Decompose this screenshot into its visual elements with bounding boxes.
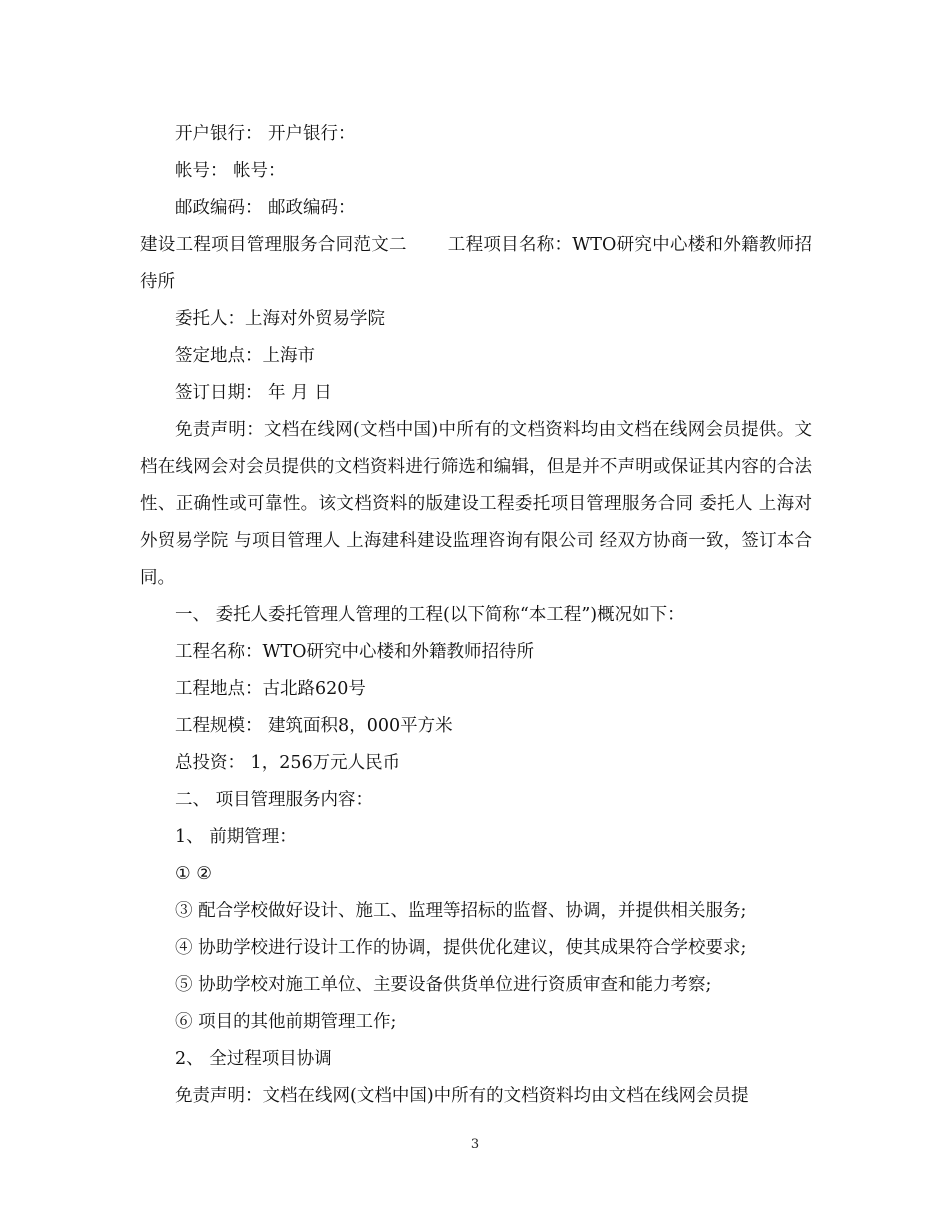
document-body	[140, 116, 812, 1115]
paragraph-item-4: ④ 协助学校进行设计工作的协调，提供优化建议，使其成果符合学校要求;	[175, 938, 747, 958]
page-number: 3	[470, 1137, 480, 1152]
paragraph-disclaimer-repeat: 免责声明：文档在线网(文档中国)中所有的文档资料均由文档在线网会员提	[175, 1086, 749, 1106]
paragraph-item-6: ⑥ 项目的其他前期管理工作;	[175, 1012, 397, 1032]
paragraph-preliminary-management: 1、 前期管理：	[175, 827, 297, 847]
paragraph-account: 帐号： 帐号：	[175, 161, 286, 181]
paragraph-total-investment: 总投资： 1，256万元人民币	[175, 753, 401, 773]
paragraph-section-two: 二、 项目管理服务内容：	[175, 790, 374, 810]
paragraph-bank: 开户银行： 开户银行：	[175, 124, 356, 144]
paragraph-section-one: 一、 委托人委托管理人管理的工程(以下简称“本工程”)概况如下：	[175, 605, 685, 625]
paragraph-signing-date: 签订日期： 年 月 日	[175, 383, 332, 403]
paragraph-contract-title: 建设工程项目管理服务合同范文二 工程项目名称：WTO研究中心楼和外籍教师招待所	[140, 235, 812, 292]
paragraph-project-name: 工程名称：WTO研究中心楼和外籍教师招待所	[175, 642, 535, 662]
paragraph-postcode: 邮政编码： 邮政编码：	[175, 198, 356, 218]
paragraph-item-3: ③ 配合学校做好设计、施工、监理等招标的监督、协调，并提供相关服务;	[175, 901, 747, 921]
paragraph-signing-place: 签定地点：上海市	[175, 346, 315, 366]
paragraph-disclaimer: 免责声明：文档在线网(文档中国)中所有的文档资料均由文档在线网会员提供。文档在线网会对会员提供的文档资料进行筛选和编辑，但是并不声明或保证其内容的合法性、正确性或可靠性。该文档资料的版建设工程委托项目管理服务合同 委托人 上海对外贸易学院 与项目管理人 上海建科建设监理咨询有限公司 经双方协商一致，签订本合同。	[140, 420, 812, 588]
paragraph-project-location: 工程地点：古北路620号	[175, 679, 366, 699]
paragraph-project-scale: 工程规模： 建筑面积8，000平方米	[175, 716, 453, 736]
paragraph-project-coordination: 2、 全过程项目协调	[175, 1049, 332, 1069]
paragraph-client: 委托人：上海对外贸易学院	[175, 309, 385, 329]
paragraph-item-5: ⑤ 协助学校对施工单位、主要设备供货单位进行资质审查和能力考察;	[175, 975, 712, 995]
paragraph-items-1-2: ① ②	[175, 864, 212, 884]
